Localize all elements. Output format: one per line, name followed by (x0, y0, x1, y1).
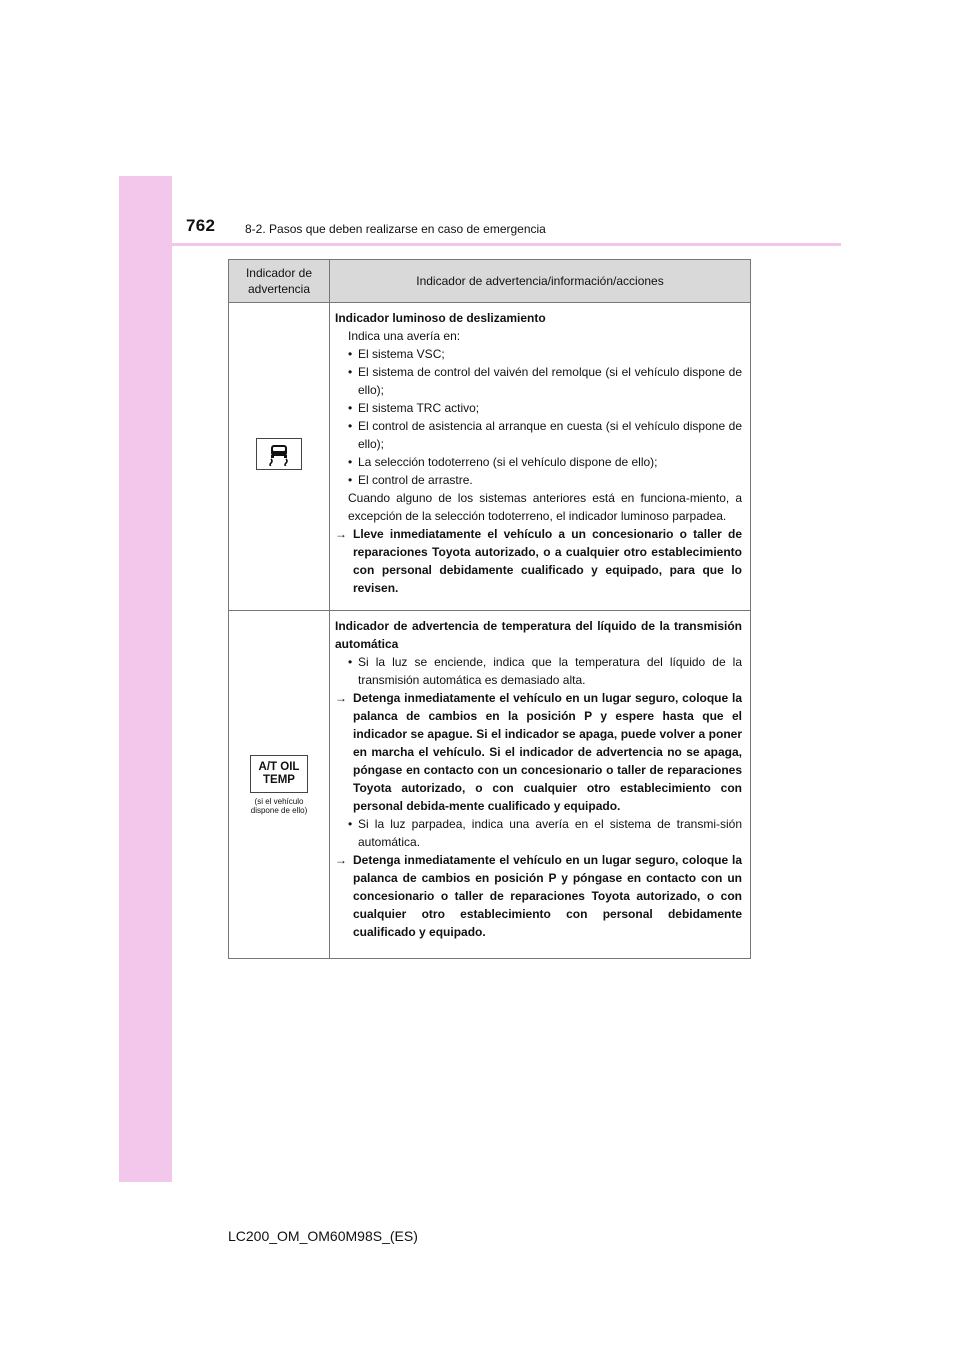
slip-indicator-icon (256, 438, 302, 470)
icon-note (229, 797, 329, 815)
header-description: Indicador de advertencia/información/acciones (330, 260, 751, 303)
action-text: → Lleve inmediatamente el vehículo a un concesionario o taller de reparaciones Toyota autorizado, o a cualquier otro establecimiento con personal debidamente cualificado y equipado, para que lo revisen. (335, 525, 742, 597)
section-title: 8-2. Pasos que deben realizarse en caso de emergencia (245, 222, 546, 236)
header-rule (119, 243, 841, 246)
header-indicator-line2: advertencia (247, 282, 311, 296)
description-cell (330, 611, 751, 959)
table-header-row (229, 260, 751, 303)
action-text: → Detenga inmediatamente el vehículo en un lugar seguro, coloque la palanca de cambios en posición P y póngase en contacto con un concesionario o taller de reparaciones Toyota autorizado, o con cualquier otro establecimiento con personal debidamente cualificado y equipado. (335, 851, 742, 941)
table-row (229, 611, 751, 959)
icon-note-line1: (si el vehículo (254, 796, 304, 806)
footer-doc-code: LC200_OM_OM60M98S_(ES) (228, 1228, 418, 1244)
at-oil-temp-icon (250, 755, 308, 793)
list-item: • El control de arrastre. (335, 471, 742, 489)
page-number: 762 (186, 216, 216, 235)
icon-label-line2: TEMP (263, 773, 295, 786)
header-indicator-line1: Indicador de (245, 266, 313, 280)
page-side-tab (119, 176, 172, 1182)
list-item: • Si la luz se enciende, indica que la temperatura del líquido de la transmisión automática es demasiado alta. (335, 653, 742, 689)
indicator-title: Indicador de advertencia de temperatura del líquido de la transmisión automática (335, 619, 742, 651)
warning-indicator-table (228, 259, 751, 959)
list-item: • Si la luz parpadea, indica una avería en el sistema de transmi-sión automática. (335, 815, 742, 851)
icon-note-line2: dispone de ello) (250, 805, 308, 815)
list-item: • La selección todoterreno (si el vehículo dispone de ello); (335, 453, 742, 471)
table-row (229, 303, 751, 611)
list-item: • El control de asistencia al arranque en cuesta (si el vehículo dispone de ello); (335, 417, 742, 453)
description-cell (330, 303, 751, 611)
list-item: • El sistema VSC; (335, 345, 742, 363)
list-item: • El sistema de control del vaivén del remolque (si el vehículo dispone de ello); (335, 363, 742, 399)
header-indicator (229, 260, 330, 303)
intro-text: Indica una avería en: (348, 329, 461, 343)
action-text: → Detenga inmediatamente el vehículo en un lugar seguro, coloque la palanca de cambios en la posición P y espere hasta que el indicador se apague. Si el indicador se apaga, puede volver a poner en marcha el vehículo. Si el indicador de advertencia no se apaga, póngase en contacto con un concesionario o taller de reparaciones Toyota autorizado, o con cualquier otro establecimiento con personal debida-mente cualificado y equipado. (335, 689, 742, 815)
note-text: Cuando alguno de los sistemas anteriores está en funciona-miento, a excepción de la selección todoterreno, el indicador luminoso parpadea. (348, 491, 742, 523)
indicator-title: Indicador luminoso de deslizamiento (335, 311, 546, 325)
icon-cell (229, 611, 330, 959)
icon-label-line1: A/T OIL (258, 760, 300, 773)
list-item: • El sistema TRC activo; (335, 399, 742, 417)
icon-cell (229, 303, 330, 611)
